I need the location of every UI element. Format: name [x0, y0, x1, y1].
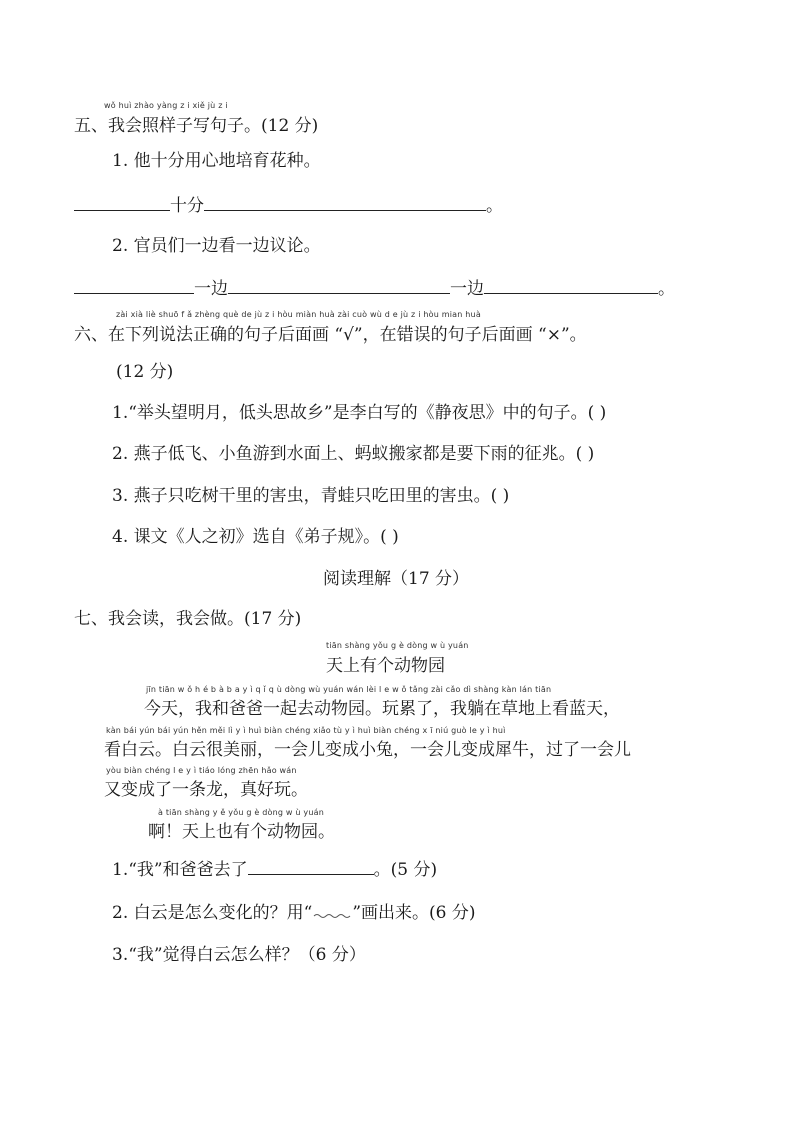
answer-1-mid: 十分 [170, 196, 204, 216]
section5-question-1: 1. 他十分用心地培育花种。 [112, 151, 321, 171]
section7-heading: 七、我会读，我会做。(17 分) [74, 609, 302, 629]
story-p3-pinyin: yòu biàn chéng l e y ì tiáo lóng zhēn hǎo wán [106, 766, 297, 775]
answer-blank[interactable] [228, 275, 450, 294]
question-2-text: 2. 白云是怎么变化的？用“ [112, 903, 313, 923]
story-p2: 看白云。白云很美丽，一会儿变成小兔，一会儿变成犀牛，过了一会儿 [104, 740, 631, 760]
question-1-text: 1.“我”和爸爸去了 [112, 860, 248, 880]
section7-question-3: 3.“我”觉得白云怎么样？（6 分） [112, 945, 366, 965]
story-title: 天上有个动物园 [326, 656, 445, 676]
section7-question-2 [112, 898, 476, 923]
section6-heading: 六、在下列说法正确的句子后面画 “√”，在错误的句子后面画 “×”。 [74, 325, 587, 345]
answer-2-mid-1: 一边 [194, 279, 228, 299]
answer-blank[interactable] [248, 856, 374, 875]
story-p3: 又变成了一条龙，真好玩。 [104, 780, 308, 800]
section5-question-2: 2. 官员们一边看一边议论。 [112, 236, 321, 256]
section6-question-4: 4. 课文《人之初》选自《弟子规》。( ) [112, 527, 399, 547]
question-1-score: 。(5 分) [373, 860, 438, 880]
answer-blank[interactable] [204, 192, 486, 211]
answer-2-mid-2: 一边 [450, 279, 484, 299]
reading-title: 阅读理解（17 分） [323, 569, 470, 589]
question-2-score: ”画出来。(6 分) [352, 903, 476, 923]
section6-question-3: 3. 燕子只吃树干里的害虫，青蛙只吃田里的害虫。( ) [112, 486, 510, 506]
section5-answer-2-row [74, 274, 675, 299]
story-p4: 啊！天上也有个动物园。 [148, 822, 335, 842]
story-p2-pinyin: kàn bái yún bái yún hěn měi lì y ì huì biàn chéng xiǎo tù y ì huì biàn chéng x ī niú guò le y ì huì [106, 726, 506, 735]
section7-question-1 [112, 855, 437, 880]
wavy-line-icon [312, 909, 352, 919]
section5-pinyin: wǒ huì zhào yàng z i xiě jù z i [104, 101, 228, 110]
answer-1-end: 。 [486, 196, 503, 216]
story-p4-pinyin: à tiān shàng y ě yǒu g è dòng w ù yuán [158, 808, 324, 817]
section5-heading: 五、我会照样子写句子。(12 分) [74, 116, 319, 136]
story-p1: 今天，我和爸爸一起去动物园。玩累了，我躺在草地上看蓝天， [144, 699, 620, 719]
answer-blank[interactable] [74, 192, 170, 211]
section6-question-2: 2. 燕子低飞、小鱼游到水面上、蚂蚁搬家都是要下雨的征兆。( ) [112, 444, 595, 464]
story-title-pinyin: tiān shàng yǒu g è dòng w ù yuán [326, 641, 469, 650]
section6-score: (12 分) [116, 362, 174, 382]
answer-blank[interactable] [74, 275, 194, 294]
section5-answer-1-row [74, 191, 503, 216]
section6-pinyin: zài xià liè shuō f ǎ zhèng què de jù z i hòu miàn huà zài cuò wù d e jù z i hòu mian huà [116, 310, 481, 319]
section6-question-1: 1.“举头望明月，低头思故乡”是李白写的《静夜思》中的句子。( ) [112, 403, 607, 423]
answer-blank[interactable] [484, 275, 658, 294]
story-p1-pinyin: jīn tiān w ǒ h é b à b a y ì q ǐ q ù dòng wù yuán wán lèi l e w ǒ tǎng zài cǎo dì shàng kàn lán tiān [146, 685, 552, 694]
answer-2-end: 。 [658, 279, 675, 299]
